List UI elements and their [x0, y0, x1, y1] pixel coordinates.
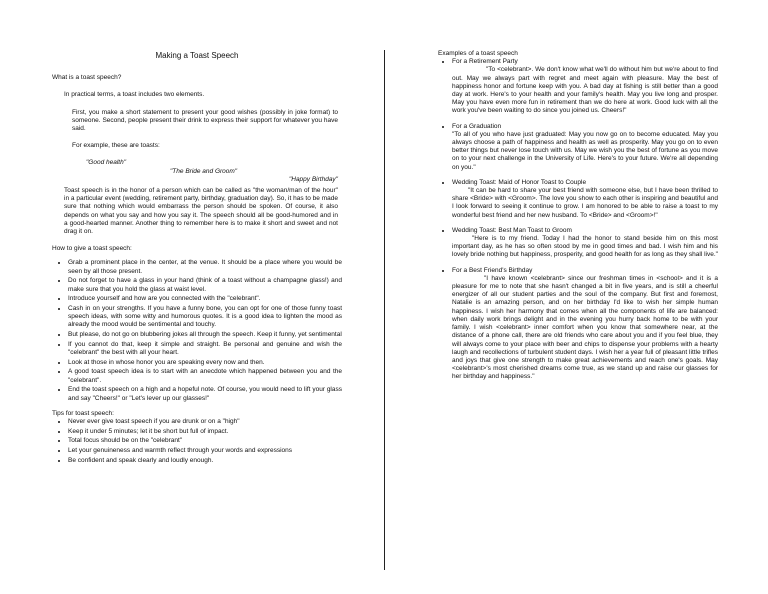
- example-label: • For a Best Friend's Birthday: [452, 266, 533, 274]
- example-quote: "To <celebrant>. We don't know what we'll do without him but we're about to find out. May we always part with regret and meet again with pleasure. May the best of happiness honor and fortune keep with you. A bad day at fishing is still better than a good day at work. Here's to your health and your family's health. May you live long and prosper. May you have even more fun in retirement than we do here at work. Good luck with all the work you've been waiting to do since you joined us. Cheers!": [452, 66, 718, 115]
- example-item: [452, 58, 718, 115]
- examples-list: [438, 58, 718, 381]
- examples-heading: Examples of a toast speech: [438, 50, 518, 57]
- example-item: [452, 123, 718, 172]
- example-item: [452, 227, 718, 260]
- question-what: What is a toast speech?: [52, 74, 122, 82]
- example-intro: For example, these are toasts:: [72, 142, 160, 150]
- question-how: How to give a toast speech:: [52, 245, 132, 253]
- example-quote: "Here is to my friend. Today I had the honor to stand beside him on this most important day, as he has so often stood by me in good times and bad. I wish him and his lovely bride nothing but happiness, prosperity, and good health for as long as they shall live.": [452, 235, 718, 259]
- page-title: Making a Toast Speech: [155, 51, 239, 60]
- example-quote: "It can be hard to share your best friend with someone else, but I have been thrilled to share <Bride> with <Groom>. The love you show to each other is inspiring and beautiful and I look forward to seeing it continue to grow. I am honored to be able to raise a toast to my wonderful best friend and her new husband. To <Bride> and <Groom>!": [452, 187, 718, 219]
- list-item: • Look at those in whose honor you are speaking every now and then.: [68, 359, 342, 367]
- list-item: • Be confident and speak clearly and loudly enough.: [68, 457, 342, 465]
- example-label: • Wedding Toast: Maid of Honor Toast to Couple: [452, 178, 587, 186]
- example-item: [452, 179, 718, 220]
- list-item: • Keep it under 5 minutes; let it be short but full of impact.: [68, 428, 342, 436]
- list-item: • Cash in on your strengths. If you have a funny bone, you can opt for one of those funny toast speech ideas, with some witty and humorous quotes. It is a good idea to lighten the mood as already the mood would be sentimental and touchy.: [68, 305, 342, 330]
- example-quote: "To all of you who have just graduated: May you now go on to become educated. May you always choose a path of happiness and health as well as prosperity. May you go on to even better things but never lose touch with us. May we wish you the best of fortune as you move on to your next challenge in the University of Life. Here's to your future. We're all depending on you.": [452, 130, 718, 171]
- example-label: • For a Graduation: [452, 122, 502, 130]
- example-toast-2: "The Bride and Groom": [170, 167, 238, 175]
- tips-title: Tips for toast speech:: [52, 409, 114, 417]
- list-item: • Never ever give toast speech if you are drunk or on a "high": [68, 418, 342, 426]
- example-toast-3: "Happy Birthday": [288, 175, 338, 183]
- list-item: • A good toast speech idea is to start with an anecdote which happened between you and the "celebrant".: [68, 368, 342, 384]
- list-item: • Introduce yourself and how are you connected with the "celebrant".: [68, 295, 342, 303]
- right-column: [438, 50, 718, 382]
- example-item: [452, 267, 718, 382]
- toast-description: Toast speech is in the honor of a person which can be called as "the woman/man of the hour" in a particular event (wedding, retirement party, birthday, graduation day). So, it has to be made sure that nothing which would embarrass the person should be spoken. Of course, it also depends on what you say and how you say it. The speech should all be good-humored and in a good-hearted manner. Another thing to remember here is to make it short and sweet and not drag it on.: [64, 187, 338, 236]
- example-toast-1: "Good health": [86, 159, 127, 167]
- column-divider: [384, 50, 385, 570]
- list-item: • Do not forget to have a glass in your hand (think of a toast without a champagne glass!) and make sure that you hold the glass at waist level.: [68, 277, 342, 293]
- tips-list: [52, 418, 342, 465]
- list-item: • Grab a prominent place in the center, at the venue. It should be a place where you would be seen by all those present.: [68, 259, 342, 275]
- how-list: [52, 259, 342, 402]
- first-paragraph: First, you make a short statement to present your good wishes (possibly in joke format) to someone. Second, people present their drink to express their support for whatever you have said.: [72, 108, 338, 133]
- list-item: • But please, do not go on blubbering jokes all through the speech. Keep it funny, yet sentimental: [68, 331, 342, 339]
- example-label: • For a Retirement Party: [452, 58, 518, 66]
- list-item: • End the toast speech on a high and a hopeful note. Of course, you would need to lift your glass and say "Cheers!" or "Let's lever up our glasses!": [68, 386, 342, 402]
- list-item: • Total focus should be on the "celebrant": [68, 437, 342, 445]
- intro-text: In practical terms, a toast includes two elements.: [64, 91, 205, 99]
- left-column: [52, 50, 342, 466]
- list-item: • Let your genuineness and warmth reflect through your words and expressions: [68, 447, 342, 455]
- example-label: • Wedding Toast: Best Man Toast to Groom: [452, 226, 572, 234]
- example-quote: "I have known <celebrant> since our freshman times in <school> and it is a pleasure for me to note that she hasn't changed a bit in five years, and is still a cheerful energizer of all our student parties and the soul of the company. But first and foremost, Natalie is an amazing person, and on her birthday I'd like to wish her simple human happiness. I wish her harmony that comes when all the components of life are balanced: when daily work brings delight and in the evening you hurry back home to be with your family. I wish <celebrant> inner comfort when you know that somewhere near, at the distance of a phone call, there are old friends who care about you and if you feel blue, they will always come to your place with beer and chips to dispense your problems with a hearty laugh and recollections of turbulent student days. I wish her a year full of pleasant little trifles and joys that give one strength to make great achievements and reach one's goals. May <celebrant>'s most cherished dreams come true, as we stand up and raise our glasses for her birthday and happiness.": [452, 274, 718, 381]
- list-item: • If you cannot do that, keep it simple and straight. Be personal and genuine and wish the "celebrant" the best with all your heart.: [68, 341, 342, 357]
